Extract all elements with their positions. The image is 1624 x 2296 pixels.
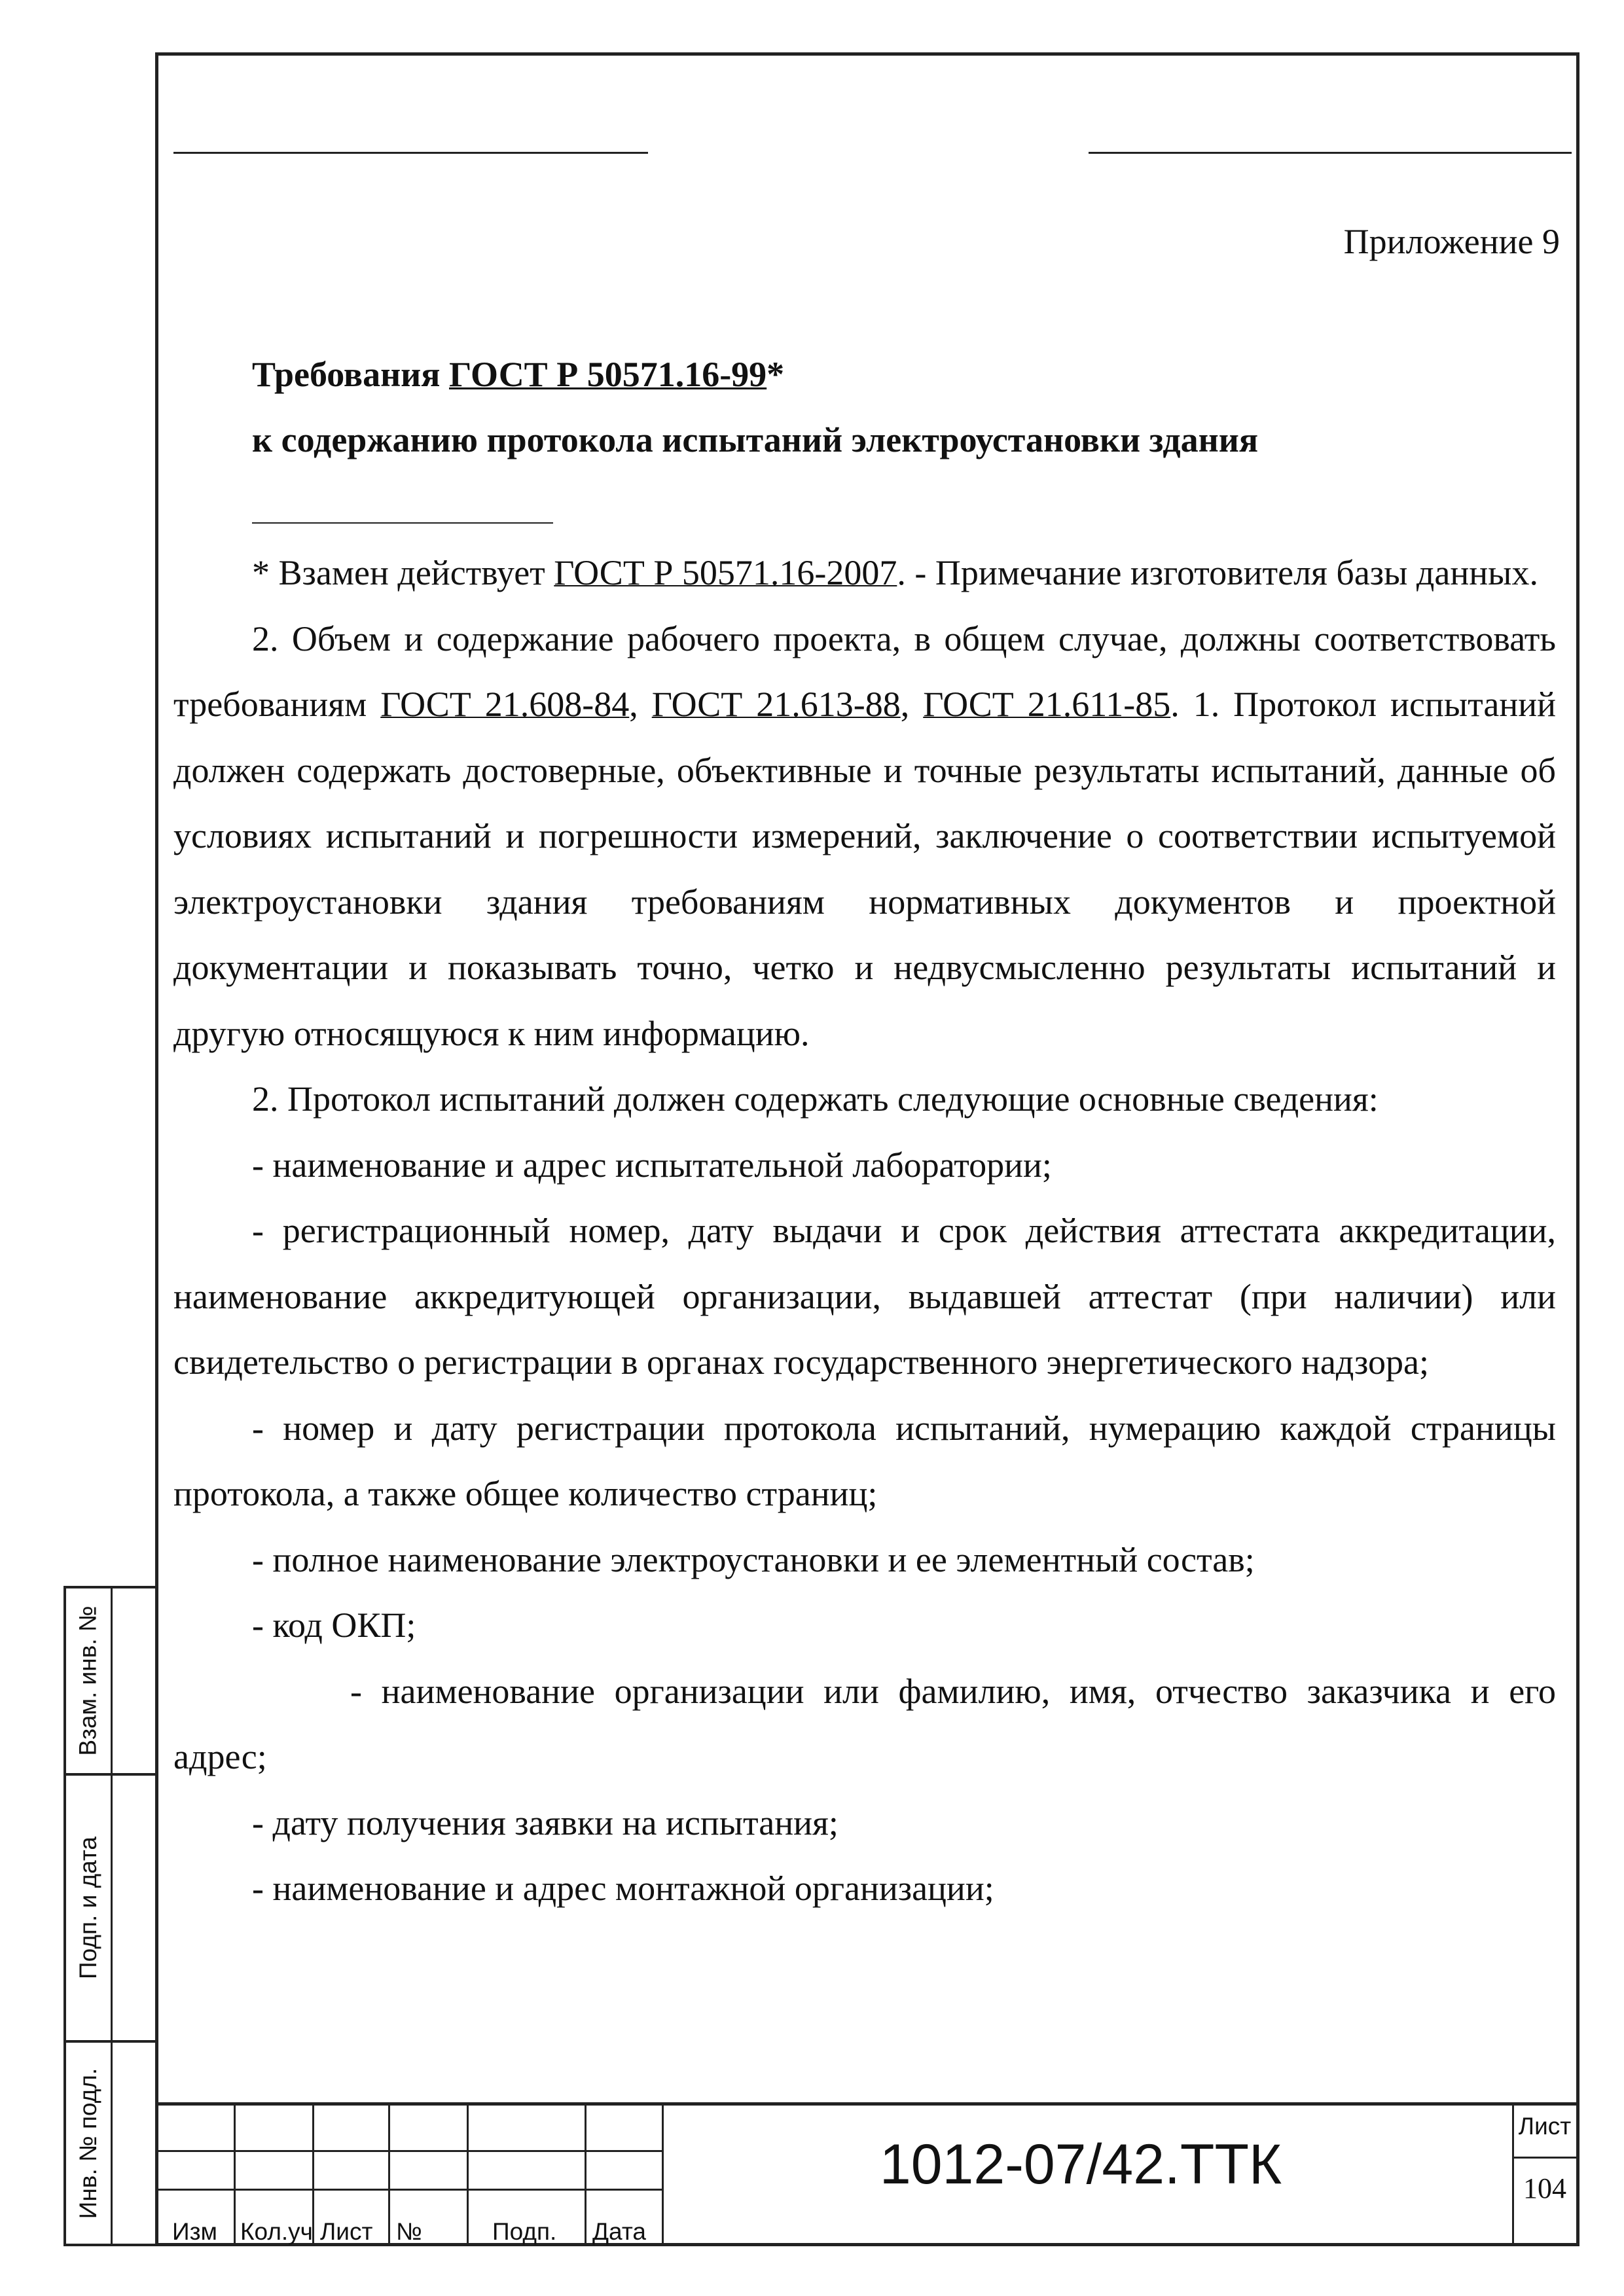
- body-text: [173, 540, 1556, 1922]
- paragraph-contents-intro: 2. Протокол испытаний должен содержать следующие основные сведения:: [252, 1079, 1379, 1119]
- sheet-number: 104: [1523, 2172, 1566, 2204]
- standard-link-21-613[interactable]: ГОСТ 21.613-88: [651, 685, 901, 724]
- standard-link-21-608[interactable]: ГОСТ 21.608-84: [380, 685, 630, 724]
- tb-col-doc-number: №: [396, 2218, 422, 2245]
- tb-col-count: Кол.уч: [240, 2218, 313, 2245]
- list-item: - наименование и адрес монтажной организации;: [252, 1869, 994, 1908]
- tb-col-line: [467, 2106, 469, 2246]
- tb-col-line: [585, 2106, 586, 2246]
- tb-col-date: Дата: [592, 2218, 646, 2245]
- header-rule-right: [1089, 152, 1572, 154]
- list-item: - наименование организации или фамилию, имя, отчество заказчика и его адрес;: [173, 1671, 1556, 1776]
- title-standard-link[interactable]: ГОСТ Р 50571.16-99: [449, 355, 767, 394]
- tb-col-line: [234, 2106, 236, 2246]
- side-label-cell: [66, 2043, 111, 2244]
- side-divider: [111, 1776, 113, 2040]
- list-item: - полное наименование электроустановки и ее элементный состав;: [252, 1539, 1255, 1579]
- paragraph-scope: [173, 606, 1556, 1067]
- list-item: - дату получения заявки на испытания;: [252, 1803, 839, 1842]
- list-item: - наименование и адрес испытательной лаборатории;: [252, 1145, 1052, 1185]
- appendix-label: Приложение 9: [1343, 222, 1560, 261]
- side-label-original-inv: Инв. № подл.: [75, 2068, 102, 2219]
- title-asterisk: *: [767, 355, 785, 394]
- side-divider: [111, 1588, 113, 1773]
- tb-sheet-line: [1513, 2157, 1576, 2159]
- side-label-cell: [66, 1588, 111, 1773]
- tb-col-line: [388, 2106, 390, 2246]
- list-item: - код ОКП;: [252, 1605, 416, 1645]
- side-label-cell: [66, 1776, 111, 2040]
- side-label-signature-date: Подп. и дата: [75, 1837, 102, 1979]
- side-label-replaced-inv: Взам. инв. №: [75, 1605, 102, 1756]
- editor-note: [173, 540, 1556, 606]
- standard-link-21-611[interactable]: ГОСТ 21.611-85: [923, 685, 1171, 724]
- side-stamp-original-inv: [63, 2040, 155, 2246]
- sheet-label: Лист: [1518, 2113, 1572, 2140]
- para2-sep2: ,: [900, 685, 924, 724]
- title-prefix: Требования: [252, 355, 450, 394]
- side-divider: [111, 2043, 113, 2244]
- document-title-line2: к содержанию протокола испытаний электроустановки здания: [252, 420, 1259, 459]
- tb-col-change: Изм: [172, 2218, 217, 2245]
- tb-col-signature: Подп.: [492, 2218, 557, 2245]
- list-item: - номер и дату регистрации протокола испытаний, нумерацию каждой страницы протокола, а также общее количество страниц;: [173, 1408, 1556, 1513]
- note-prefix: * Взамен действует: [252, 553, 554, 592]
- footnote-separator: [252, 522, 553, 524]
- document-code: 1012-07/42.ТТК: [879, 2133, 1282, 2196]
- side-stamp-signature-date: [63, 1773, 155, 2043]
- para2-text2: . 1. Протокол испытаний должен содержать достоверные, объективные и точные результаты испытаний, данные об условиях испытаний и погрешности измерений, заключение о соответствии испытуемой электроустановки здания требованиям нормативных документов и проектной документации и показывать точно, четко и недвусмысленно результаты испытаний и другую относящуюся к ним информацию.: [173, 685, 1557, 1053]
- header-rule-left: [173, 152, 648, 154]
- list-item: - регистрационный номер, дату выдачи и срок действия аттестата аккредитации, наименование аккредитующей организации, выдавшей аттестат (при наличии) или свидетельство о регистрации в органах государственного энергетического надзора;: [173, 1211, 1556, 1382]
- document-title-line1: [252, 354, 784, 395]
- tb-col-sheet: Лист: [320, 2218, 373, 2245]
- side-stamp-replaced-inv: [63, 1586, 155, 1776]
- note-suffix: . - Примечание изготовителя базы данных.: [897, 553, 1538, 592]
- para2-text1: 2. Объем и содержание рабочего проекта, в общем случае, должны соответствовать требованиям: [173, 619, 1556, 724]
- para2-sep1: ,: [629, 685, 652, 724]
- note-standard-link[interactable]: ГОСТ Р 50571.16-2007: [554, 553, 897, 592]
